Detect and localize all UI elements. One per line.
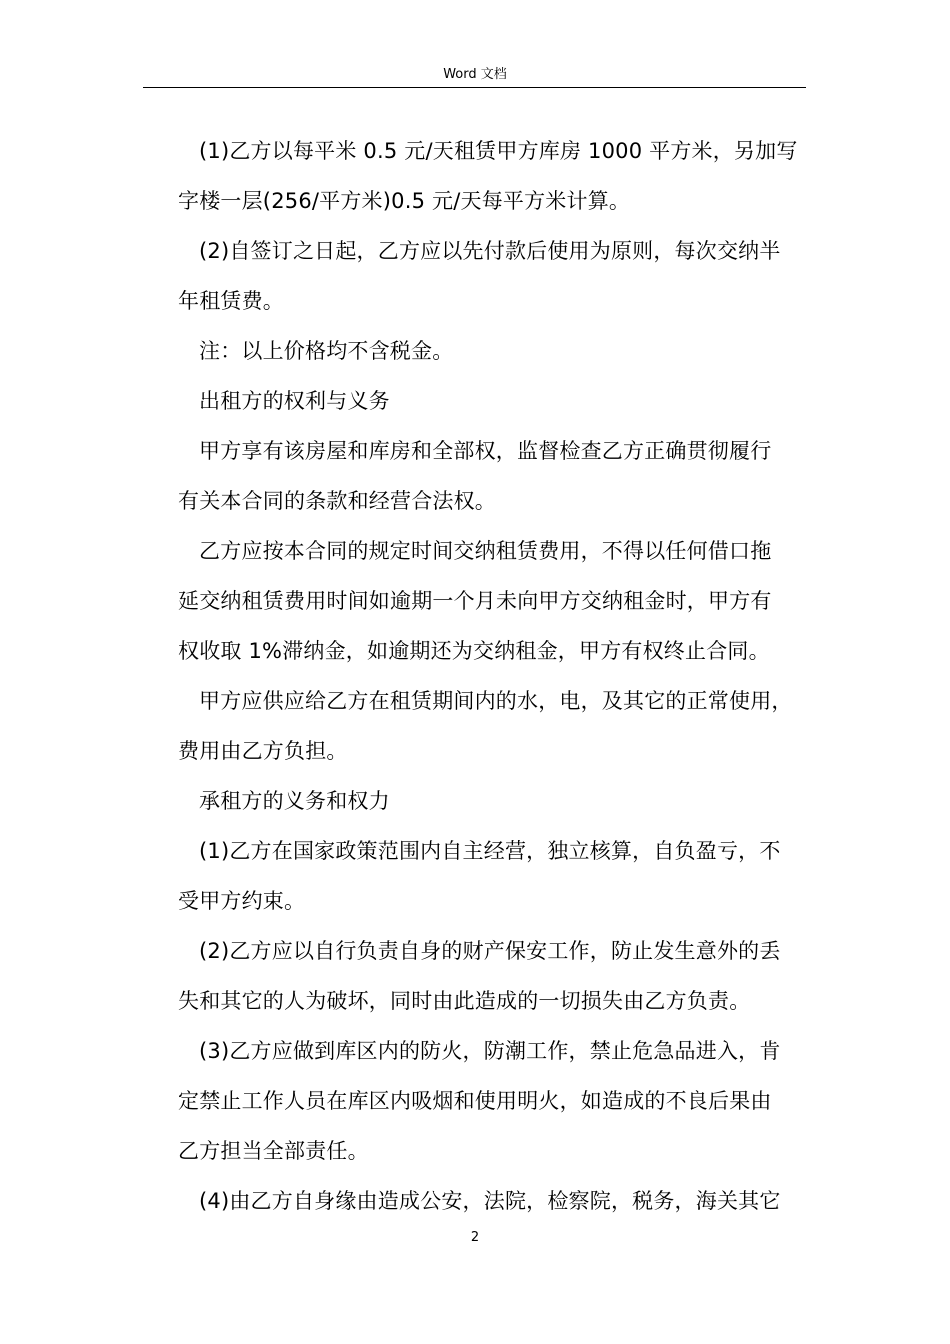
- section-heading: [178, 776, 808, 826]
- text-line: 权收取 1%滞纳金，如逾期还为交纳租金，甲方有权终止合同。: [178, 639, 770, 663]
- text-line: 年租赁费。: [178, 289, 284, 313]
- paragraph: [178, 326, 808, 376]
- text-line: 延交纳租赁费用时间如逾期一个月未向甲方交纳租金时，甲方有: [178, 589, 772, 613]
- text-line: 乙方应按本合同的规定时间交纳租赁费用，不得以任何借口拖: [199, 539, 772, 563]
- section-heading: [178, 376, 808, 426]
- text-line: 受甲方约束。: [178, 889, 306, 913]
- paragraph: [178, 926, 808, 1026]
- paragraph: [178, 226, 808, 326]
- text-line: 注：以上价格均不含税金。: [199, 339, 454, 363]
- paragraph: [178, 826, 808, 926]
- page-header: Word 文档: [443, 67, 507, 82]
- paragraph: [178, 126, 808, 226]
- document-body: [178, 126, 808, 1226]
- header-divider: [143, 87, 806, 88]
- paragraph: [178, 1176, 808, 1226]
- paragraph: [178, 1026, 808, 1176]
- text-line: 甲方应供应给乙方在租赁期间内的水，电，及其它的正常使用，: [199, 689, 793, 713]
- text-line: (2)自签订之日起，乙方应以先付款后使用为原则，每次交纳半: [199, 239, 781, 263]
- text-line: 费用由乙方负担。: [178, 739, 348, 763]
- text-line: 有关本合同的条款和经营合法权。: [178, 489, 496, 513]
- text-line: 失和其它的人为破坏，同时由此造成的一切损失由乙方负责。: [178, 989, 751, 1013]
- text-line: (4)由乙方自身缘由造成公安，法院，检察院，税务，海关其它: [199, 1189, 781, 1213]
- text-line: 字楼一层(256/平方米)0.5 元/天每平方米计算。: [178, 189, 631, 213]
- text-line: 定禁止工作人员在库区内吸烟和使用明火，如造成的不良后果由: [178, 1089, 772, 1113]
- text-line: 出租方的权利与义务: [199, 389, 390, 413]
- paragraph: [178, 426, 808, 526]
- paragraph: [178, 526, 808, 676]
- text-line: 乙方担当全部责任。: [178, 1139, 369, 1163]
- paragraph: [178, 676, 808, 776]
- text-line: 承租方的义务和权力: [199, 789, 390, 813]
- page-number: 2: [470, 1230, 480, 1245]
- text-line: 甲方享有该房屋和库房和全部权，监督检查乙方正确贯彻履行: [199, 439, 772, 463]
- text-line: (1)乙方以每平米 0.5 元/天租赁甲方库房 1000 平方米，另加写: [199, 139, 798, 163]
- text-line: (3)乙方应做到库区内的防火，防潮工作，禁止危急品进入，肯: [199, 1039, 781, 1063]
- text-line: (2)乙方应以自行负责自身的财产保安工作，防止发生意外的丢: [199, 939, 781, 963]
- text-line: (1)乙方在国家政策范围内自主经营，独立核算，自负盈亏，不: [199, 839, 781, 863]
